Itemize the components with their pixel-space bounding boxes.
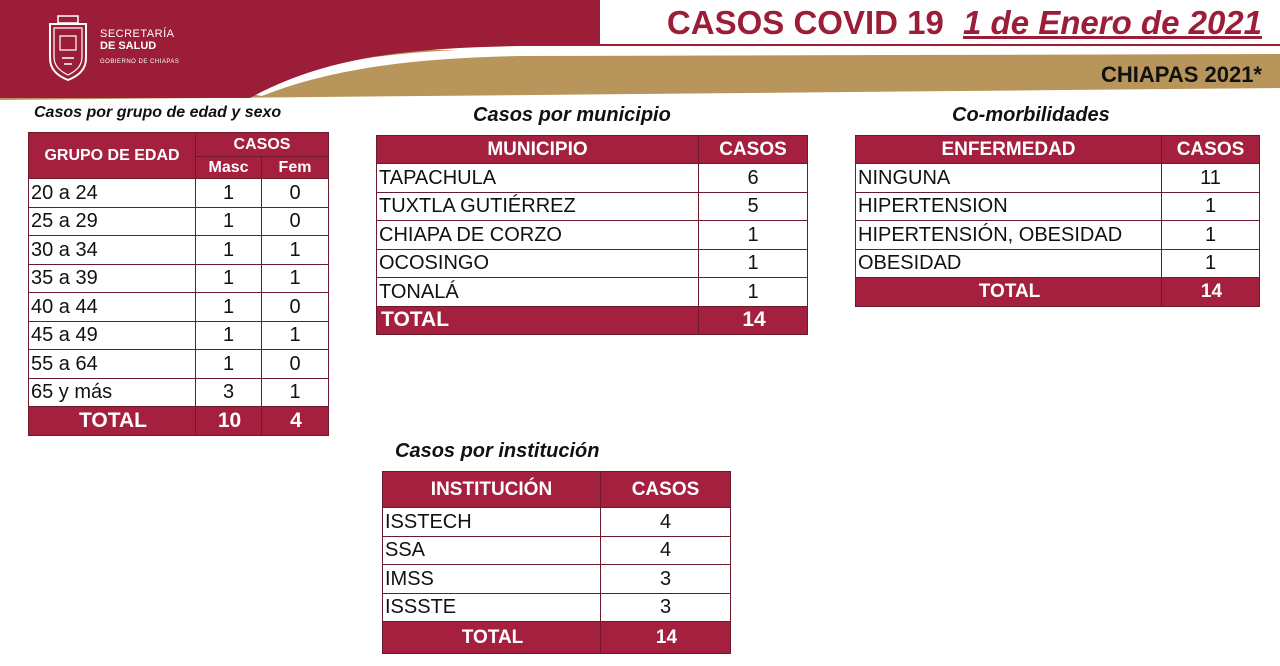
logo-line1: SECRETARÍA: [100, 28, 175, 40]
fem-cell: 1: [262, 264, 329, 293]
enfermedad-cell: HIPERTENSIÓN, OBESIDAD: [856, 221, 1162, 250]
casos-cell: 4: [601, 536, 731, 565]
masc-cell: 1: [196, 264, 262, 293]
age-sex-section: [28, 104, 329, 436]
page-header: [0, 0, 1280, 100]
comorbilidades-title: Co-morbilidades: [952, 104, 1110, 126]
age-sex-table: [28, 132, 329, 436]
enfermedad-cell: NINGUNA: [856, 164, 1162, 193]
table-row: [29, 378, 329, 407]
age-group-cell: 20 a 24: [29, 179, 196, 208]
table-row: [383, 593, 731, 622]
secretaria-salud-logo: [44, 14, 194, 86]
table-row: [29, 207, 329, 236]
table-row: [377, 249, 808, 278]
comorbilidades-section: [855, 104, 1260, 307]
table-row: [29, 321, 329, 350]
municipio-title: Casos por municipio: [473, 104, 671, 126]
institucion-cell: ISSSTE: [383, 593, 601, 622]
total-fem: 4: [262, 407, 329, 436]
col-header-masc: Masc: [196, 157, 262, 179]
masc-cell: 1: [196, 207, 262, 236]
age-group-cell: 65 y más: [29, 378, 196, 407]
total-masc: 10: [196, 407, 262, 436]
municipio-cell: TUXTLA GUTIÉRREZ: [377, 192, 699, 221]
col-header-institucion: INSTITUCIÓN: [383, 472, 601, 508]
casos-cell: 4: [601, 508, 731, 537]
institucion-title: Casos por institución: [395, 440, 600, 462]
table-row: [383, 536, 731, 565]
casos-cell: 1: [1162, 221, 1260, 250]
comorbilidades-table: [855, 135, 1260, 307]
page-title: [667, 4, 1262, 44]
institucion-table: [382, 471, 731, 654]
masc-cell: 1: [196, 350, 262, 379]
age-group-cell: 30 a 34: [29, 236, 196, 265]
total-value: 14: [699, 306, 808, 335]
fem-cell: 0: [262, 179, 329, 208]
title-prefix: CASOS COVID 19: [666, 4, 944, 41]
col-header-enfermedad: ENFERMEDAD: [856, 136, 1162, 164]
col-header-casos: CASOS: [699, 136, 808, 164]
table-row: [29, 293, 329, 322]
masc-cell: 1: [196, 236, 262, 265]
table-row: [377, 164, 808, 193]
total-label: TOTAL: [383, 622, 601, 654]
table-row: [29, 350, 329, 379]
coat-of-arms-icon: [44, 14, 92, 82]
enfermedad-cell: HIPERTENSION: [856, 192, 1162, 221]
institucion-section: [382, 440, 731, 654]
casos-cell: 5: [699, 192, 808, 221]
total-label: TOTAL: [856, 278, 1162, 307]
table-row: [383, 508, 731, 537]
table-row: [377, 192, 808, 221]
municipio-cell: CHIAPA DE CORZO: [377, 221, 699, 250]
col-header-casos: CASOS: [601, 472, 731, 508]
logo-line3: GOBIERNO DE CHIAPAS: [100, 59, 180, 65]
col-header-casos: CASOS: [1162, 136, 1260, 164]
total-value: 14: [1162, 278, 1260, 307]
municipio-cell: TAPACHULA: [377, 164, 699, 193]
casos-cell: 1: [1162, 249, 1260, 278]
casos-cell: 1: [699, 221, 808, 250]
table-row: [377, 278, 808, 307]
casos-cell: 3: [601, 593, 731, 622]
page-subtitle: CHIAPAS 2021*: [1101, 62, 1262, 87]
age-sex-title: Casos por grupo de edad y sexo: [34, 104, 282, 121]
table-row: [29, 179, 329, 208]
institucion-cell: IMSS: [383, 565, 601, 594]
masc-cell: 1: [196, 321, 262, 350]
masc-cell: 3: [196, 378, 262, 407]
institucion-cell: SSA: [383, 536, 601, 565]
fem-cell: 1: [262, 321, 329, 350]
age-group-cell: 40 a 44: [29, 293, 196, 322]
table-row: [856, 192, 1260, 221]
table-row: [377, 221, 808, 250]
fem-cell: 0: [262, 350, 329, 379]
age-group-cell: 35 a 39: [29, 264, 196, 293]
logo-line2: DE SALUD: [100, 40, 157, 52]
col-header-fem: Fem: [262, 157, 329, 179]
table-row: [856, 221, 1260, 250]
col-header-casos: CASOS: [196, 133, 329, 157]
table-row: [29, 264, 329, 293]
total-value: 14: [601, 622, 731, 654]
table-row: [856, 164, 1260, 193]
casos-cell: 3: [601, 565, 731, 594]
fem-cell: 0: [262, 207, 329, 236]
table-row: [383, 565, 731, 594]
total-label: TOTAL: [377, 306, 699, 335]
fem-cell: 1: [262, 236, 329, 265]
age-group-cell: 55 a 64: [29, 350, 196, 379]
table-row: [856, 249, 1260, 278]
title-date: 1 de Enero de 2021: [963, 4, 1262, 41]
col-header-group: GRUPO DE EDAD: [29, 133, 196, 179]
masc-cell: 1: [196, 293, 262, 322]
municipio-section: [376, 104, 808, 335]
casos-cell: 11: [1162, 164, 1260, 193]
col-header-municipio: MUNICIPIO: [377, 136, 699, 164]
age-group-cell: 45 a 49: [29, 321, 196, 350]
fem-cell: 1: [262, 378, 329, 407]
casos-cell: 6: [699, 164, 808, 193]
age-group-cell: 25 a 29: [29, 207, 196, 236]
casos-cell: 1: [1162, 192, 1260, 221]
table-row: [29, 236, 329, 265]
institucion-cell: ISSTECH: [383, 508, 601, 537]
municipio-table: [376, 135, 808, 335]
enfermedad-cell: OBESIDAD: [856, 249, 1162, 278]
municipio-cell: TONALÁ: [377, 278, 699, 307]
casos-cell: 1: [699, 278, 808, 307]
total-label: TOTAL: [29, 407, 196, 436]
masc-cell: 1: [196, 179, 262, 208]
casos-cell: 1: [699, 249, 808, 278]
municipio-cell: OCOSINGO: [377, 249, 699, 278]
fem-cell: 0: [262, 293, 329, 322]
